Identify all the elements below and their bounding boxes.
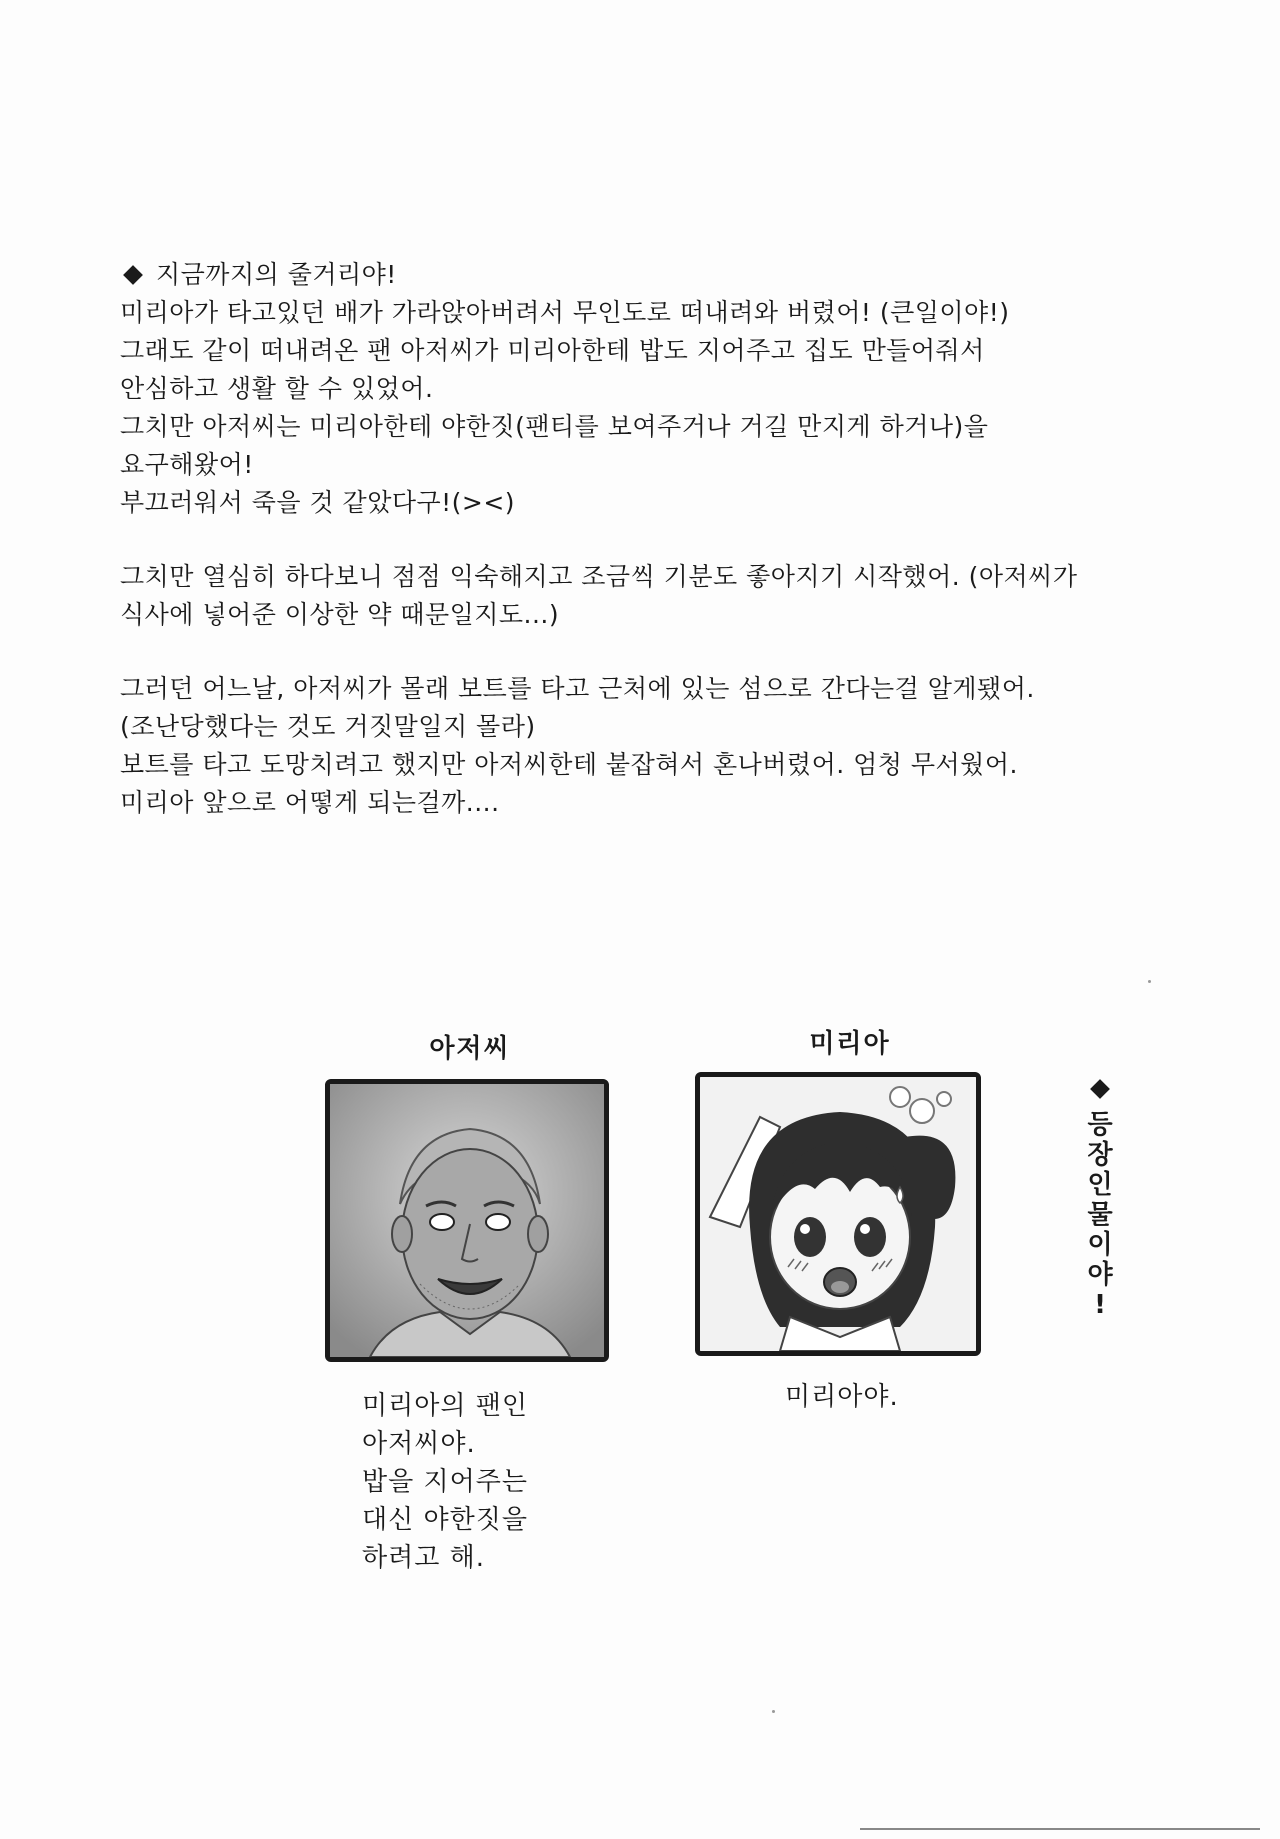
scan-speck [772, 1710, 775, 1713]
title-char: 등 [1087, 1110, 1113, 1140]
miria-name: 미리아 [809, 1029, 891, 1059]
ojisan-caption [362, 1387, 602, 1577]
synopsis-heading-text: 지금까지의 줄거리야! [156, 260, 397, 289]
diamond-bullet-icon [1090, 1079, 1110, 1099]
paragraph-gap [120, 634, 1200, 670]
miria-illustration [700, 1077, 976, 1351]
ojisan-caption-line: 아저씨야. [362, 1429, 476, 1459]
synopsis-line: 그치만 열심히 하다보니 점점 익숙해지고 조금씩 기분도 좋아지기 시작했어. (아저씨가 [120, 562, 1078, 591]
synopsis-heading [120, 256, 1200, 294]
ojisan-caption-line: 대신 야한짓을 [362, 1505, 528, 1535]
synopsis-line: 식사에 넣어준 이상한 약 때문일지도...) [120, 600, 560, 629]
story-synopsis [120, 256, 1200, 822]
title-char: 야 [1087, 1260, 1113, 1290]
title-char: 장 [1087, 1140, 1113, 1170]
synopsis-line: 안심하고 생활 할 수 있었어. [120, 374, 434, 403]
ojisan-portrait [325, 1079, 609, 1362]
title-char: 물 [1087, 1200, 1113, 1230]
synopsis-line: 그래도 같이 떠내려온 팬 아저씨가 미리아한테 밥도 지어주고 집도 만들어줘서 [120, 336, 985, 365]
ojisan-illustration [330, 1084, 604, 1357]
synopsis-line: 부끄러워서 죽을 것 같았다구!(><) [120, 488, 516, 517]
characters-section-title [1080, 1082, 1120, 1320]
synopsis-line: 그러던 어느날, 아저씨가 몰래 보트를 타고 근처에 있는 섬으로 간다는걸 알게됐어. [120, 674, 1035, 703]
miria-caption-line: 미리아야. [785, 1382, 899, 1412]
ojisan-caption-line: 밥을 지어주는 [362, 1467, 528, 1497]
miria-portrait [695, 1072, 981, 1356]
paragraph-gap [120, 522, 1200, 558]
scan-edge-line [860, 1828, 1260, 1830]
synopsis-line: 미리아 앞으로 어떻게 되는걸까.... [120, 788, 500, 817]
title-char: ! [1094, 1290, 1106, 1320]
synopsis-line: 미리아가 타고있던 배가 가라앉아버려서 무인도로 떠내려와 버렸어! (큰일이야!) [120, 298, 1010, 327]
synopsis-line: (조난당했다는 것도 거짓말일지 몰라) [120, 712, 536, 741]
scan-speck [1148, 980, 1151, 983]
synopsis-line: 요구해왔어! [120, 450, 254, 479]
ojisan-caption-line: 미리아의 팬인 [362, 1391, 528, 1421]
synopsis-line: 그치만 아저씨는 미리아한테 야한짓(팬티를 보여주거나 거길 만지게 하거나)을 [120, 412, 989, 441]
ojisan-caption-line: 하려고 해. [362, 1543, 485, 1573]
ojisan-name: 아저씨 [429, 1034, 511, 1064]
title-char: 인 [1087, 1170, 1113, 1200]
diamond-bullet-icon [123, 265, 143, 285]
synopsis-line: 보트를 타고 도망치려고 했지만 아저씨한테 붙잡혀서 혼나버렸어. 엄청 무서웠어. [120, 750, 1018, 779]
miria-caption [785, 1378, 985, 1416]
title-char: 이 [1087, 1230, 1113, 1260]
